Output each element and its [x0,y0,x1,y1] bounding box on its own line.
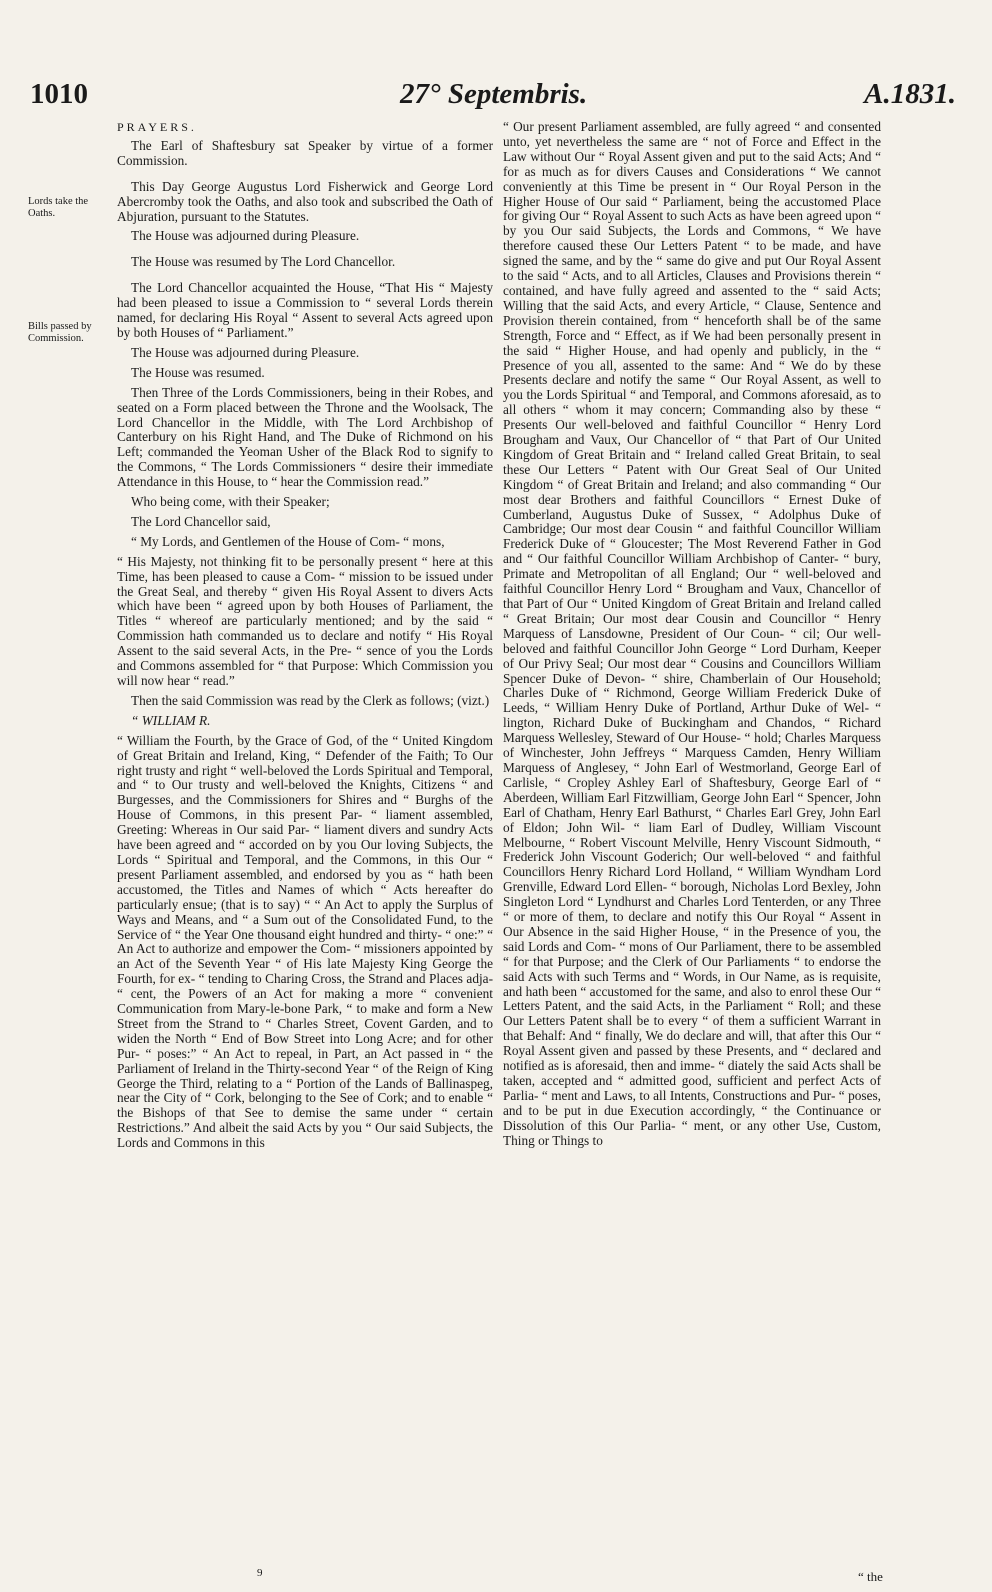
paragraph: Then the said Commission was read by the Clerk as follows; (vizt.) [131,692,490,708]
paragraph: The House was adjourned during Pleasure. [131,344,360,360]
paragraph: “ His Majesty, not thinking fit to be personally present “ here at this Time, has been pleased to cause a Com- “ mission to be issued under the Great Seal, and thereby “ given His Royal Assent to divers Acts which have been “ agreed upon by both Houses of Parliament, the Titles “ whereof are particularly mentioned; and by the said “ Commission hath commanded us to declare and notify “ His Royal Assent to the said several Acts, in the Pre- “ sence of you the Lords and Commons assembled for “ that Purpose: Which Commission you will now hear “ read.” [117,553,493,688]
paragraph: “ My Lords, and Gentlemen of the House of Com- “ mons, [131,533,445,549]
right-column [503,120,881,1154]
page-number: 1010 [30,78,88,110]
commission-title: “ WILLIAM R. [131,712,211,728]
page-year: A.1831. [864,78,956,110]
paragraph: The House was resumed. [131,364,265,380]
margin-note-commission: Bills passed by Commission. [28,321,92,344]
signature-mark: 9 [257,1567,263,1579]
catchword: “ the [858,1569,883,1584]
paragraph: “ Our present Parliament assembled, are fully agreed “ and consented unto, yet nevertheless the same are “ not of Force and Effect in the Law without Our “ Royal Assent given and put to the said Acts; And “ for as much as for divers Causes and Considerations “ We cannot conveniently at this Time be present in “ Our Royal Person in the Higher House of Our said “ Parliament, being the accustomed Place for giving Our “ Royal Assent to such Acts as have been agreed upon “ by you Our said Subjects, the Lords and Commons, “ We have therefore caused these Our Letters Patent “ to be made, and have signed the same, and by the “ same do give and put Our Royal Assent to the said “ Acts, and to all Articles, Clauses and Provisions therein “ contained, and have fully agreed and assented to the “ said Acts; Willing that the said Acts, and every Article, “ Clause, Sentence and Provision therein contained, from “ henceforth shall be of the same Strength, Force and “ Effect, as if We had been personally present in the said “ Higher House, and had openly and publicly, in the “ Presence of you all, assented to the same: And “ We do by these Presents declare and notify the same “ Our Royal Assent, as well to you the Lords Spiritual “ and Temporal, and Commons aforesaid, as to all others “ whom it may concern; Commanding also by these “ Presents Our well-beloved and faithful Councillor “ Henry Lord Brougham and Vaux, Our Chancellor of “ that Part of Our United Kingdom of Great Britain and “ Ireland called Great Britain, to seal these Our Letters “ Patent with Our Great Seal of Our United Kingdom “ of Great Britain and Ireland; and also commanding “ Our most dear Brothers and faithful Councillors “ Ernest Duke of Cumberland, Augustus Duke of Sussex, “ Adolphus Duke of Cambridge; Our most dear Cousin “ and faithful Councillor William Frederick Duke of “ Gloucester; The Most Reverend Father in God and “ Our faithful Councillor William Archbishop of Canter- “ bury, Primate and Metropolitan of all England; Our “ well-beloved and faithful Councillor Henry Lord “ Brougham and Vaux, Chancellor of that Part of Our “ United Kingdom of Great Britain and Ireland called “ Great Britain; Our most dear Cousin and Councillor “ Henry Marquess of Lansdowne, President of Our Coun- “ cil; Our well-beloved and faithful Councillor John George “ Lord Durham, Keeper of Our Privy Seal; Our most dear “ Cousins and Councillors William Spencer Duke of Devon- “ shire, Chamberlain of Our Household; Charles Duke of “ Richmond, George William Frederick Duke of Leeds, “ William Henry Duke of Portland, Arthur Duke of Wel- “ lington, Richard Duke of Buckingham and Chandos, “ Richard Marquess Wellesley, Steward of Our House- “ hold; Charles Marquess of Winchester, John Jeffreys “ Marquess Camden, Henry William Marquess of Anglesey, “ John Earl of Westmorland, George Earl of Carlisle, “ Cropley Ashley Earl of Shaftesbury, George Earl of “ Aberdeen, William Earl Fitzwilliam, George John Earl “ Spencer, John Earl of Chatham, Henry Earl Bathurst, “ Charles Earl Grey, John Earl of Eldon; John Wil- “ liam Earl of Dudley, William Viscount Melbourne, “ Robert Viscount Melville, Henry Viscount Sidmouth, “ Frederick John Viscount Goderich; Our well-beloved “ and faithful Councillors Henry Richard Lord Holland, “ William Wyndham Lord Grenville, Edward Lord Ellen- “ borough, Nicholas Lord Bexley, John Singleton Lord “ Lyndhurst and Charles Lord Tenterden, or any Three “ or more of them, to declare and notify this Our Royal “ Assent in Our Absence in the said Higher House, “ in the Presence of you, the said Lords and Com- “ mons of Our Parliament, there to be assembled “ for that Purpose; and the Clerk of Our Parliaments “ to endorse the said Acts with such Terms and “ Words, in Our Name, as is requisite, and hath been “ accustomed for the same, and also to enrol these Our “ Letters Patent, and the said Acts, in the Parliament “ Roll; and these Our Letters Patent shall be to every “ of them a sufficient Warrant in that Behalf: And “ finally, We do declare and will, that after this Our “ Royal Assent given and passed by these Presents, and “ declared and notified as is aforesaid, then and imme- “ diately the said Acts shall be taken, accepted and “ admitted good, sufficient and perfect Acts of Parlia- “ ment and Laws, to all Intents, Constructions and Pur- “ poses, and to be put in due Execution accordingly, “ the Continuance or Dissolution of this Our Parlia- “ ment, or any other Use, Custom, Thing or Things to [503,119,881,1148]
paragraph: The Lord Chancellor acquainted the House, “That His “ Majesty had been pleased to issue a Commission to “ several Lords therein named, for declaring His Royal “ Assent to several Acts agreed upon by both Houses of “ Parliament.” [117,280,493,340]
paragraph: This Day George Augustus Lord Fisherwick and George Lord Abercromby took the Oaths, and also took and subscribed the Oath of Abjuration, pursuant to the Statutes. [117,178,493,224]
page-date: 27° Septembris. [400,78,588,110]
paragraph: The House was resumed by The Lord Chancellor. [131,254,396,270]
paragraph: Then Three of the Lords Commissioners, being in their Robes, and seated on a Form placed between the Throne and the Woolsack, The Lord Chancellor in the Middle, with The Lord Archbishop of Canterbury on his Right Hand, and The Duke of Richmond on his Left; commanded the Yeoman Usher of the Black Rod to signify to the Commons, “ The Lords Commissioners “ desire their immediate Attendance in this House, to “ hear the Commission read.” [117,384,493,490]
paragraph: The Earl of Shaftesbury sat Speaker by virtue of a former Commission. [117,137,493,168]
margin-note-oaths: Lords take the Oaths. [28,196,89,219]
left-column [117,120,493,1156]
section-heading: PRAYERS. [117,120,197,134]
paragraph: The House was adjourned during Pleasure. [131,228,360,244]
paragraph: “ William the Fourth, by the Grace of God, of the “ United Kingdom of Great Britain and Ireland, King, “ Defender of the Faith; To Our right trusty and right “ well-beloved the Lords Spiritual and Temporal, and “ to Our trusty and well-beloved the Knights, Citizens “ and Burgesses, and the Commissioners for Shires and “ Burghs of the House of Commons, in this present Par- “ liament assembled, Greeting: Whereas in Our said Par- “ liament divers and sundry Acts have been agreed and “ accorded on by you Our loving Subjects, the Lords “ Spiritual and Temporal, and the Commons, in this Our “ present Parliament assembled, and endorsed by you as “ hath been accustomed, the Titles and Names of which “ Acts hereafter do particularly ensue; (that is to say) “ “ An Act to apply the Surplus of Ways and Means, and “ a Sum out of the Consolidated Fund, to the Service of “ the Year One thousand eight hundred and thirty- “ one:” “ An Act to authorize and empower the Com- “ missioners appointed by an Act of the Seventh Year “ of His late Majesty King George the Fourth, for ex- “ tending to Charing Cross, the Strand and Places adja- “ cent, the Powers of an Act for making a more “ convenient Communication from Mary-le-bone Park, “ to make and form a New Street from the Strand to “ Charles Street, Covent Garden, and to widen the North “ End of Bow Street into Long Acre; and for other Pur- “ poses:” “ An Act to repeal, in Part, an Act passed in “ the Parliament of Ireland in the Thirty-second Year “ of the Reign of King George the Third, relating to a “ Portion of the Lands of Ballinaspeg, near the City of “ Cork, belonging to the See of Cork; and to enable “ the Bishops of that See to demise the same under “ certain Restrictions.” And albeit the said Acts by you “ Our said Subjects, the Lords and Commons in this [117,732,493,1151]
paragraph: The Lord Chancellor said, [131,513,271,529]
paragraph: Who being come, with their Speaker; [131,494,330,510]
